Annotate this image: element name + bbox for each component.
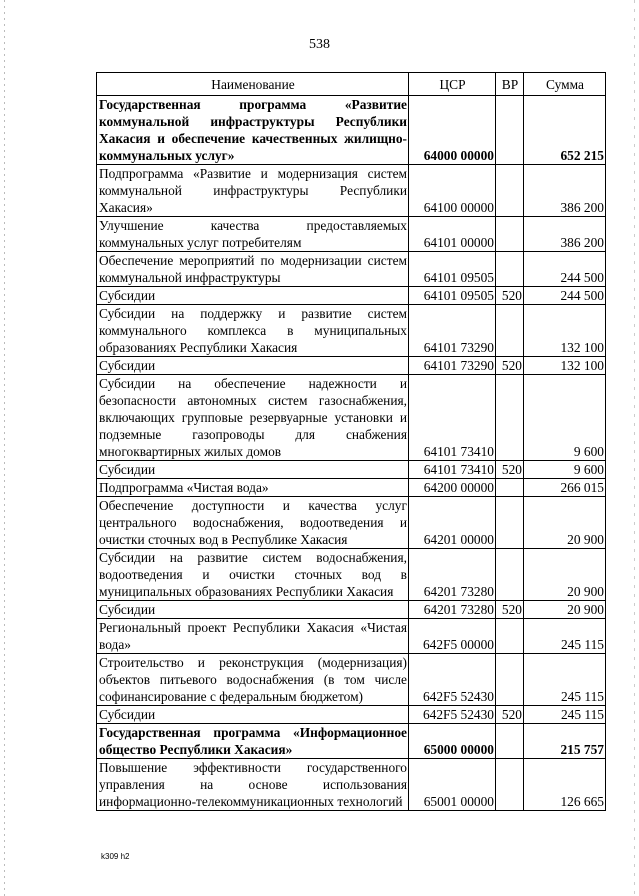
table-row [97,654,606,706]
row-name-cell: Подпрограмма «Развитие и модернизация систем коммунальной инфраструктуры Республики Хакасия» [97,165,409,217]
table-row [97,217,606,252]
row-csr-cell: 64101 09505 [409,252,496,287]
table-body [97,96,606,811]
row-csr-cell: 64201 73280 [409,601,496,619]
row-csr-cell: 64100 00000 [409,165,496,217]
row-sum-cell: 266 015 [524,479,606,497]
row-vr-cell [496,165,524,217]
table-row [97,759,606,811]
row-vr-cell [496,217,524,252]
table-row [97,357,606,375]
table-row [97,479,606,497]
row-name-cell: Строительство и реконструкция (модернизация) объектов питьевого водоснабжения (в том числе софинансирование с федеральным бюджетом) [97,654,409,706]
row-vr-cell [496,724,524,759]
row-csr-cell: 65001 00000 [409,759,496,811]
scan-edge-right [634,0,635,896]
row-csr-cell: 64101 09505 [409,287,496,305]
row-name-cell: Обеспечение доступности и качества услуг центрального водоснабжения, водоотведения и очистки сточных вод в Республике Хакасия [97,497,409,549]
row-name-cell: Субсидии [97,706,409,724]
row-vr-cell [496,479,524,497]
row-vr-cell: 520 [496,706,524,724]
row-name-cell: Улучшение качества предоставляемых коммунальных услуг потребителям [97,217,409,252]
row-name-cell: Субсидии на развитие систем водоснабжения, водоотведения и очистки сточных вод в муниципальных образованиях Республики Хакасия [97,549,409,601]
row-sum-cell: 245 115 [524,619,606,654]
row-csr-cell: 642F5 52430 [409,706,496,724]
row-vr-cell [496,654,524,706]
row-sum-cell: 386 200 [524,217,606,252]
row-vr-cell [496,549,524,601]
row-sum-cell: 244 500 [524,252,606,287]
table-row [97,724,606,759]
table-row [97,497,606,549]
table-row [97,375,606,461]
row-name-cell: Государственная программа «Информационное общество Республики Хакасия» [97,724,409,759]
scan-edge-left [4,0,5,896]
row-vr-cell: 520 [496,601,524,619]
row-name-cell: Региональный проект Республики Хакасия «Чистая вода» [97,619,409,654]
table-header-row [97,73,606,96]
row-vr-cell [496,619,524,654]
row-sum-cell: 20 900 [524,601,606,619]
row-vr-cell: 520 [496,357,524,375]
row-csr-cell: 64101 00000 [409,217,496,252]
row-sum-cell: 652 215 [524,96,606,165]
row-vr-cell [496,497,524,549]
row-sum-cell: 126 665 [524,759,606,811]
row-sum-cell: 9 600 [524,375,606,461]
row-csr-cell: 64201 00000 [409,497,496,549]
header-sum: Сумма [524,73,606,96]
row-name-cell: Подпрограмма «Чистая вода» [97,479,409,497]
row-name-cell: Государственная программа «Развитие коммунальной инфраструктуры Республики Хакасия и обеспечение качественных жилищно-коммунальных услуг» [97,96,409,165]
row-name-cell: Субсидии на обеспечение надежности и безопасности автономных систем газоснабжения, включающих групповые резервуарные установки и подземные газопроводы для снабжения многоквартирных жилых домов [97,375,409,461]
row-name-cell: Субсидии [97,357,409,375]
row-sum-cell: 245 115 [524,654,606,706]
row-csr-cell: 64200 00000 [409,479,496,497]
row-name-cell: Субсидии [97,461,409,479]
footer-code: k309 h2 [101,852,130,861]
header-csr: ЦСР [409,73,496,96]
table-row [97,601,606,619]
row-name-cell: Субсидии на поддержку и развитие систем коммунального комплекса в муниципальных образованиях Республики Хакасия [97,305,409,357]
table-row [97,619,606,654]
row-csr-cell: 65000 00000 [409,724,496,759]
row-csr-cell: 64101 73290 [409,305,496,357]
row-sum-cell: 132 100 [524,305,606,357]
row-vr-cell [496,375,524,461]
row-csr-cell: 64101 73410 [409,375,496,461]
row-name-cell: Субсидии [97,601,409,619]
table-row [97,305,606,357]
row-vr-cell: 520 [496,287,524,305]
row-vr-cell [496,305,524,357]
row-vr-cell [496,96,524,165]
table-row [97,96,606,165]
row-csr-cell: 64201 73280 [409,549,496,601]
budget-table [96,72,606,811]
row-sum-cell: 215 757 [524,724,606,759]
table-row [97,252,606,287]
row-csr-cell: 64101 73410 [409,461,496,479]
row-sum-cell: 132 100 [524,357,606,375]
row-sum-cell: 20 900 [524,549,606,601]
row-name-cell: Обеспечение мероприятий по модернизации систем коммунальной инфраструктуры [97,252,409,287]
row-vr-cell: 520 [496,461,524,479]
page-number: 538 [309,37,330,52]
table-row [97,165,606,217]
row-sum-cell: 244 500 [524,287,606,305]
header-name: Наименование [97,73,409,96]
table-row [97,287,606,305]
table-row [97,549,606,601]
row-name-cell: Субсидии [97,287,409,305]
row-sum-cell: 20 900 [524,497,606,549]
row-sum-cell: 386 200 [524,165,606,217]
header-vr: ВР [496,73,524,96]
row-csr-cell: 64000 00000 [409,96,496,165]
row-csr-cell: 64101 73290 [409,357,496,375]
row-vr-cell [496,759,524,811]
table-row [97,461,606,479]
row-csr-cell: 642F5 52430 [409,654,496,706]
row-sum-cell: 9 600 [524,461,606,479]
row-vr-cell [496,252,524,287]
row-name-cell: Повышение эффективности государственного управления на основе использования информационно-телекоммуникационных технологий [97,759,409,811]
row-sum-cell: 245 115 [524,706,606,724]
table-row [97,706,606,724]
row-csr-cell: 642F5 00000 [409,619,496,654]
